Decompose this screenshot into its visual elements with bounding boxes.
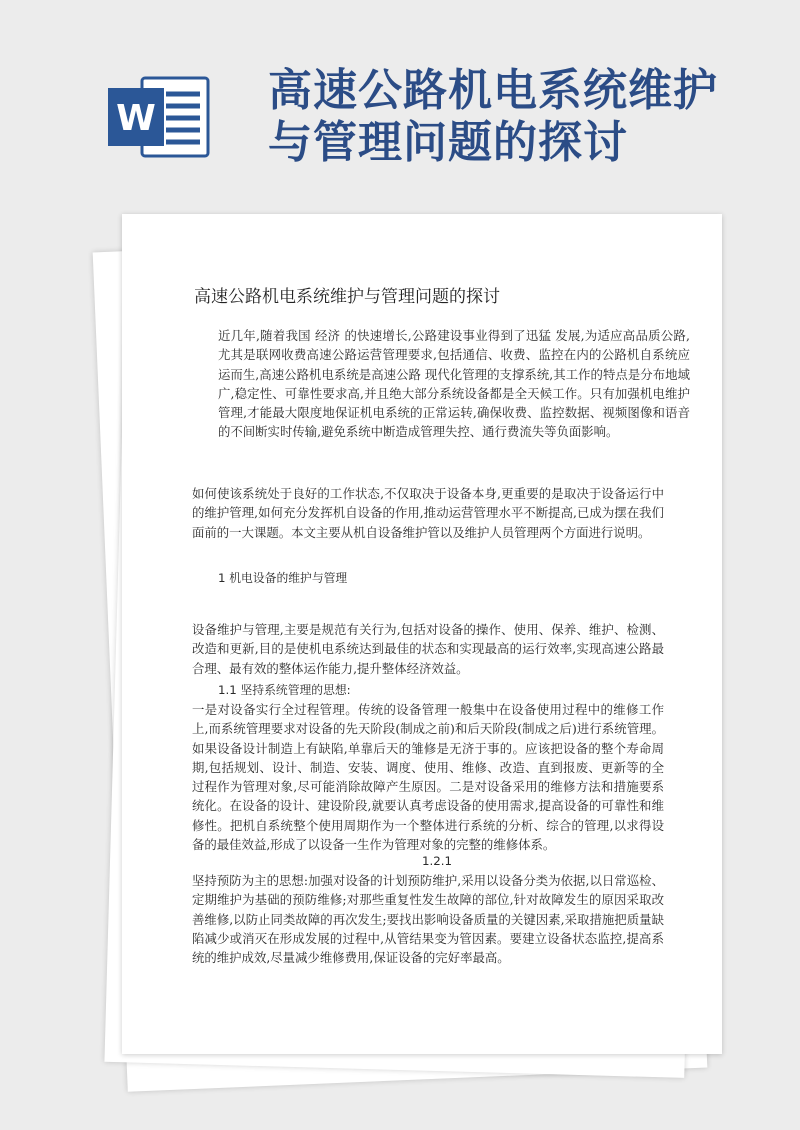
paragraph-maintenance: 设备维护与管理,主要是规范有关行为,包括对设备的操作、使用、保养、维护、检测、改造和更新,目的是使机电系统达到最佳的状态和实现最高的运行效率,实现高速公路最合理、最有效的整体运作能力,提升整体经济效益。 — [192, 622, 664, 676]
paragraph-system-management: 一是对设备实行全过程管理。传统的设备管理一般集中在设备使用过程中的维修工作上,而系统管理要求对设备的先天阶段(制成之前)和后天阶段(制成之后)进行系统管理。如果设备设计制造上有缺陷,单靠后天的雏修是无济于事的。应该把设备的整个寿命周期,包括规划、设计、制造、安装、调度、使用、维修、改造、直到报废、更新等的全过程作为管理对象,尽可能消除故障产生原因。二是对设备采用的维修方法和措施要系统化。在设备的设计、建设阶段,就要认真考虑设备的使用需求,提高设备的可靠性和维修性。把机自系统整个使用周期作为一个整体进行系统的分析、综合的管理,以求得设备的最佳效益,形成了以设备一生作为管理对象的完整的维修体系。 — [192, 702, 664, 853]
section-heading-1-1: 1.1 坚持系统管理的思想: — [218, 683, 351, 697]
paragraph-intro: 近几年,随着我国 经济 的快速增长,公路建设事业得到了迅猛 发展,为适应高品质公路,尤其是联网收费高速公路运营管理要求,包括通信、收费、监控在内的公路机自系统应运而生,高速公路机电系统是高速公路 现代化管理的支撑系统,其工作的特点是分布地域广,稳定性、可靠性要求高,并且绝大部分系统设备都是全天候工作。只有加强机电维护管理,才能最大限度地保证机电系统的正常运转,确保收费、监控数据、视频图像和语音的不间断实时传输,避免系统中断造成管理失控、通行费流失等负面影响。 — [218, 328, 690, 440]
header-title-line-2: 与管理问题的探讨 — [268, 117, 628, 168]
document-title: 高速公路机电系统维护与管理问题的探讨 — [194, 287, 500, 307]
paragraph-purpose: 如何使该系统处于良好的工作状态,不仅取决于设备本身,更重要的是取决于设备运行中的维护管理,如何充分发挥机自设备的作用,推动运营管理水平不断提高,已成为摆在我们面前的一大课题。本文主要从机自设备维护管以及维护人员管理两个方面进行说明。 — [192, 486, 664, 540]
paragraph-prevention: 坚持预防为主的思想:加强对设备的计划预防维护,采用以设备分类为依据,以日常巡检、定期维护为基础的预防维修;对那些重复性发生故障的部位,针对故障发生的原因采取改善维修,以防止同类故障的再次发生;要找出影响设备质量的关键因素,采取措施把质量缺陷减少或消灭在形成发展的过程中,从管结果变为管因素。要建立设备状态监控,提高系统的维护成效,尽量减少维修费用,保证设备的完好率最高。 — [192, 873, 664, 966]
section-heading-1-2-1: 1.2.1 — [422, 854, 453, 868]
header — [0, 0, 800, 210]
word-document-icon — [108, 72, 212, 160]
header-title-line-1: 高速公路机电系统维护 — [268, 65, 718, 116]
document-page — [122, 214, 722, 1054]
svg-text:W: W — [116, 98, 156, 139]
section-heading-1: 1 机电设备的维护与管理 — [218, 571, 348, 585]
